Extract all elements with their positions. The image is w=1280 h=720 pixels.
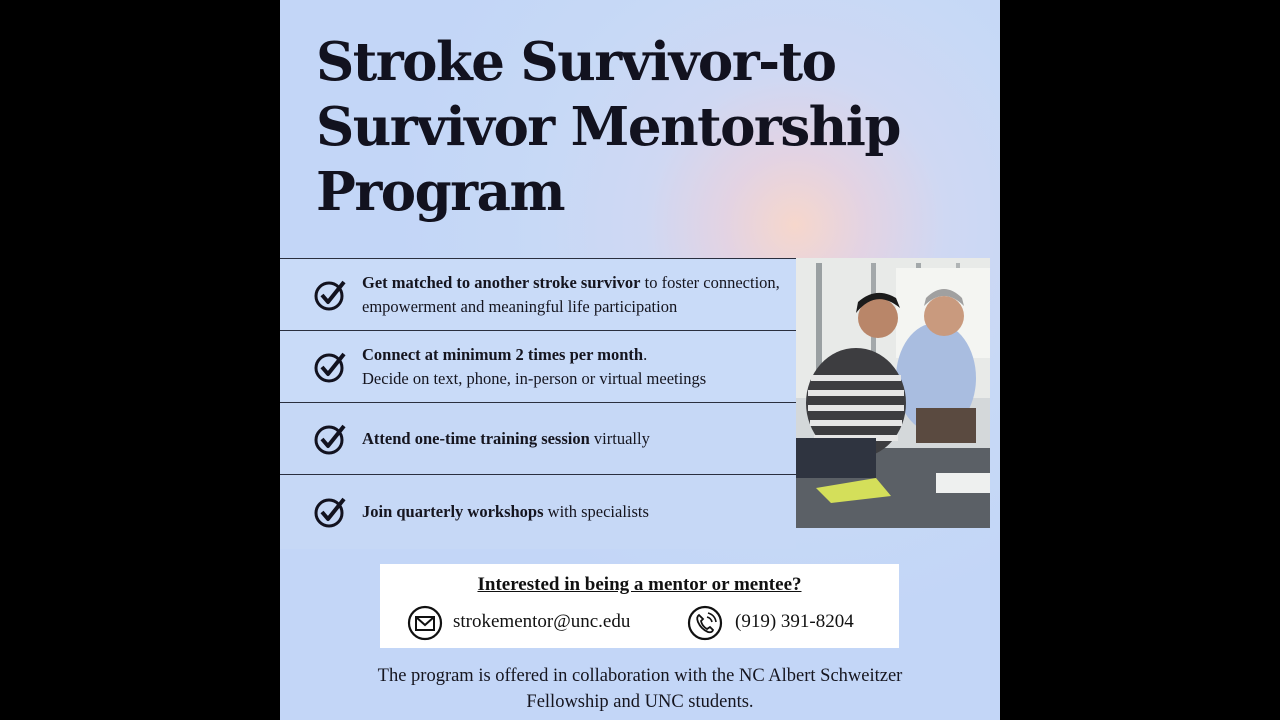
title-line-1: Stroke Survivor-to xyxy=(316,31,836,93)
footer-line-1: The program is offered in collaboration with the NC Albert Schweitzer xyxy=(377,666,903,686)
checkmark-circle-icon xyxy=(314,350,348,384)
title-line-2: Survivor Mentorship xyxy=(316,96,900,158)
mentorship-photo xyxy=(796,258,990,528)
benefit-rest: . xyxy=(643,344,648,364)
benefit-rest: to foster connection, empowerment and meaningful life participation xyxy=(362,272,780,316)
benefit-rest: virtually xyxy=(589,428,650,448)
contact-box xyxy=(380,564,899,648)
benefit-rest: with specialists xyxy=(543,502,649,521)
benefit-line-2: Decide on text, phone, in-person or virtual meetings xyxy=(362,368,707,388)
footer-note xyxy=(340,663,940,715)
contact-phone[interactable]: (919) 391-8204 xyxy=(735,611,854,632)
page-title xyxy=(316,30,976,225)
benefit-bold: Join quarterly workshops xyxy=(362,502,544,521)
benefit-row xyxy=(280,258,796,330)
checkmark-circle-icon xyxy=(314,495,348,529)
benefit-text xyxy=(362,500,790,524)
envelope-icon xyxy=(407,605,443,641)
benefits-list xyxy=(280,258,796,549)
benefit-text xyxy=(362,271,790,319)
flyer xyxy=(280,0,1000,720)
phone-icon xyxy=(687,605,723,641)
footer-line-2: Fellowship and UNC students. xyxy=(526,692,754,712)
contact-question: Interested in being a mentor or mentee? xyxy=(477,574,802,595)
benefit-row xyxy=(280,474,796,549)
benefit-bold: Connect at minimum 2 times per month xyxy=(362,344,644,364)
benefit-text xyxy=(362,343,790,391)
checkmark-circle-icon xyxy=(314,278,348,312)
checkmark-circle-icon xyxy=(314,422,348,456)
benefit-text xyxy=(362,427,790,451)
benefit-row xyxy=(280,330,796,402)
contact-email[interactable]: strokementor@unc.edu xyxy=(453,611,631,632)
title-line-3: Program xyxy=(316,161,565,223)
benefit-row xyxy=(280,402,796,474)
benefit-bold: Get matched to another stroke survivor xyxy=(362,272,641,292)
benefit-bold: Attend one-time training session xyxy=(362,428,590,448)
